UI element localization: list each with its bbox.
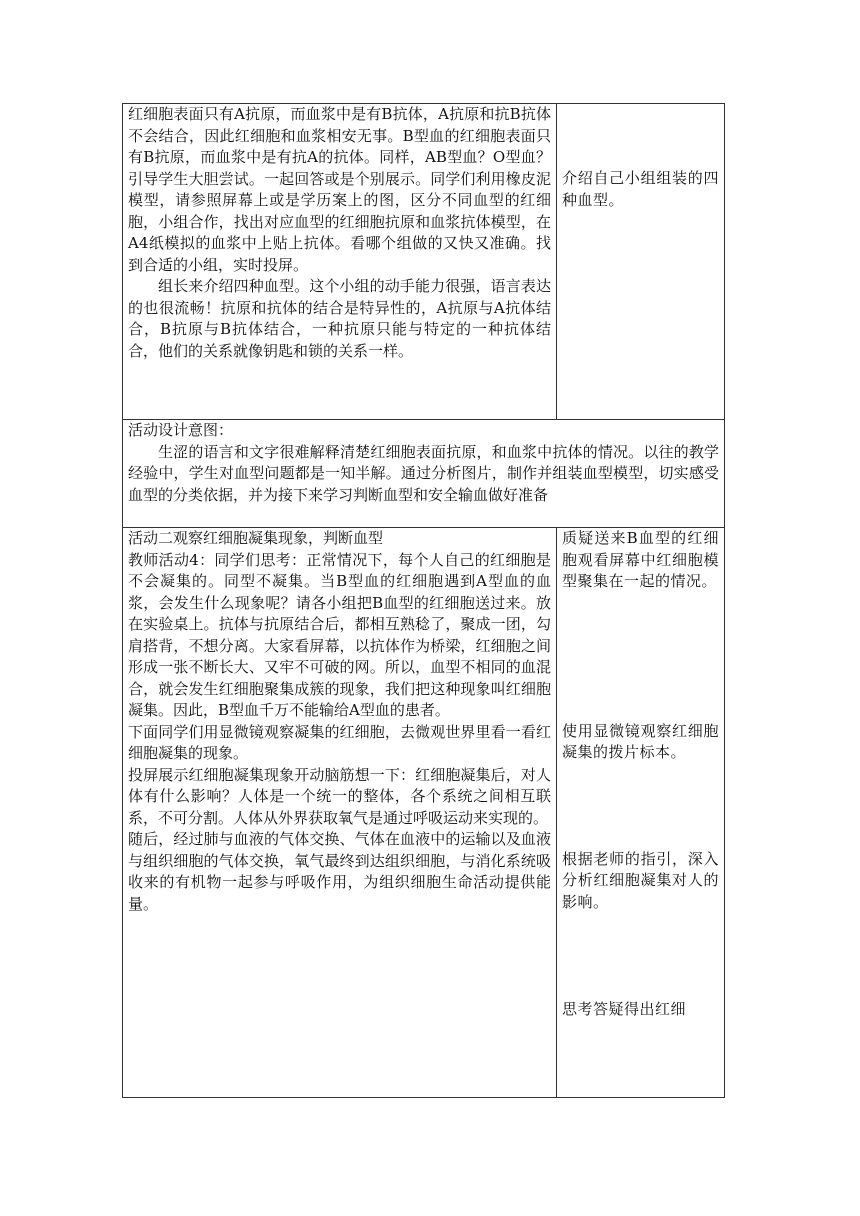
paragraph: 红细胞表面只有A抗原，而血浆中是有B抗体，A抗原和抗B抗体不会结合，因此红细胞和血浆相安无事。B型血的红细胞表面只有B抗原，而血浆中是有抗A的抗体。同样，AB型血？O型血？引导学生大胆尝试。一起回答或是个别展示。同学们利用橡皮泥模型，请参照屏幕上或是学历案上的图，区分不同血型的红细胞，小组合作，找出对应血型的红细胞抗原和血浆抗体模型，在A4纸模拟的血浆中上贴上抗体。看哪个组做的又快又准确。找到合适的小组，实时投屏。 — [128, 105, 551, 274]
table-row — [123, 420, 725, 528]
teacher-activity-cell — [123, 104, 557, 420]
student-activity-cell — [557, 528, 725, 1098]
student-note: 思考答疑得出红细 — [562, 1000, 687, 1018]
activity-title: 活动二观察红细胞凝集现象，判断血型 — [128, 529, 384, 547]
paragraph: 随后，经过肺与血液的气体交换、气体在血液中的运输以及血液与组织细胞的气体交换，氧气最终到达组织细胞，与消化系统吸收来的有机物一起参与呼吸作用，为组织细胞生命活动提供能量。 — [128, 830, 551, 913]
teacher-activity-cell — [123, 528, 557, 1098]
student-note: 质疑送来B血型的红细胞观看屏幕中红细胞模型聚集在一起的情况。 — [562, 529, 719, 590]
student-note: 根据老师的指引，深入分析红细胞凝集对人的影响。 — [562, 849, 719, 911]
lesson-plan-table — [122, 103, 725, 1098]
section-heading: 活动设计意图： — [128, 421, 234, 439]
student-note: 介绍自己小组组装的四种血型。 — [562, 169, 719, 209]
paragraph: 组长来介绍四种血型。这个小组的动手能力很强，语言表达的也很流畅！抗原和抗体的结合是特异性的，A抗原与A抗体结合，B抗原与B抗体结合，一种抗原只能与特定的一种抗体结合，他们的关系就像钥匙和锁的关系一样。 — [128, 277, 551, 360]
paragraph: 生涩的语言和文字很难解释清楚红细胞表面抗原，和血浆中抗体的情况。以往的教学经验中，学生对血型问题都是一知半解。通过分析图片，制作并组装血型模型，切实感受血型的分类依据，并为接下来学习判断血型和安全输血做好准备 — [128, 442, 719, 504]
table-row — [123, 528, 725, 1098]
paragraph: 下面同学们用显微镜观察凝集的红细胞，去微观世界里看一看红细胞凝集的现象。 — [128, 722, 551, 762]
table-row — [123, 104, 725, 420]
design-intent-cell — [123, 420, 725, 528]
student-note: 使用显微镜观察红细胞凝集的拨片标本。 — [562, 721, 719, 761]
paragraph: 教师活动4：同学们思考：正常情况下，每个人自己的红细胞是不会凝集的。同型不凝集。当B型血的红细胞遇到A型血的血浆，会发生什么现象呢？请各小组把B血型的红细胞送过来。放在实验桌上。抗体与抗原结合后，都相互熟稔了，聚成一团，勾肩搭背，不想分离。大家看屏幕，以抗体作为桥梁，红细胞之间形成一张不断长大、又牢不可破的网。所以，血型不相同的血混合，就会发生红细胞聚集成簇的现象，我们把这种现象叫红细胞凝集。因此，B型血千万不能输给A型血的患者。 — [128, 550, 551, 719]
paragraph: 投屏展示红细胞凝集现象开动脑筋想一下：红细胞凝集后，对人体有什么影响？人体是一个统一的整体，各个系统之间相互联系，不可分割。人体从外界获取氧气是通过呼吸运动来实现的。 — [128, 765, 551, 827]
student-activity-cell — [557, 104, 725, 420]
